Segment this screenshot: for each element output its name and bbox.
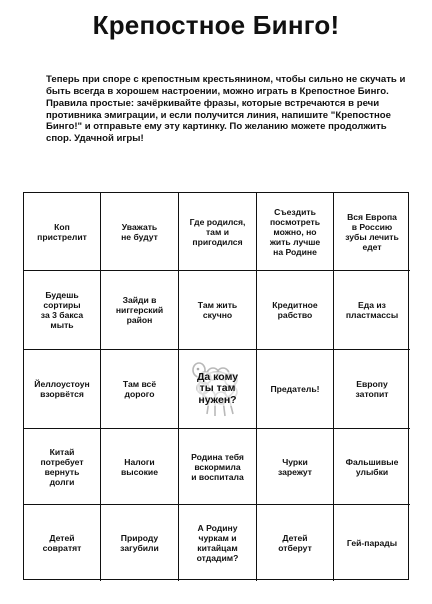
bingo-cell-label: Налоги высокие xyxy=(120,456,158,477)
bingo-cell[interactable] xyxy=(257,271,334,350)
bingo-cell[interactable] xyxy=(24,429,101,505)
bingo-cell[interactable] xyxy=(334,271,410,350)
bingo-cell-label: Природу загубили xyxy=(120,533,159,553)
intro-paragraph-2: Правила простые: зачёркивайте фразы, которые встречаются в речи противника эмиграции, и если получится линия, напишите "Крепостное Бинго!" и отправьте ему эту картинку. По желанию можете продолжить спор. Удачной игры! xyxy=(46,98,391,144)
bingo-cell[interactable] xyxy=(179,429,257,505)
page-title: Крепостное Бинго! xyxy=(92,10,340,40)
bingo-cell[interactable] xyxy=(257,193,334,271)
bingo-free-cell-label: Да кому ты там нужен? xyxy=(196,370,239,406)
bingo-cell[interactable] xyxy=(334,429,410,505)
bingo-cell-label: Фальшивые улыбки xyxy=(345,456,399,477)
bingo-cell[interactable] xyxy=(334,505,410,581)
bingo-cell[interactable] xyxy=(24,193,101,271)
bingo-cell-label: Европу затопит xyxy=(355,379,389,399)
bingo-cell[interactable] xyxy=(24,505,101,581)
bingo-cell[interactable] xyxy=(24,271,101,350)
bingo-cell-label: Предатель! xyxy=(270,384,320,394)
bingo-cell[interactable] xyxy=(179,271,257,350)
bingo-cell-label: Будешь сортиры за 3 бакса мыть xyxy=(40,290,84,330)
intro-paragraph-1: Теперь при споре с крепостным крестьянином, чтобы сильно не скучать и быть всегда в хорошем настроении, можно играть в Крепостное Бинго. xyxy=(46,74,406,97)
bingo-cell[interactable] xyxy=(101,350,179,429)
bingo-cell[interactable] xyxy=(179,193,257,271)
bingo-cell-label: Коп пристрелит xyxy=(37,221,87,242)
bingo-cell[interactable] xyxy=(101,271,179,350)
bingo-cell-label: Где родился, там и пригодился xyxy=(189,216,246,247)
bingo-cell-label: Зайди в ниггерский район xyxy=(115,295,164,325)
bingo-cell[interactable] xyxy=(101,193,179,271)
bingo-grid xyxy=(23,192,409,580)
bingo-cell-label: А Родину чуркам и китайцам отдадим? xyxy=(196,523,239,563)
bingo-cell-label: Китай потребует вернуть долги xyxy=(40,446,84,487)
bingo-cell-label: Съездить посмотреть можно, но жить лучше на Родине xyxy=(269,206,321,257)
bingo-cell-label: Йеллоустоун взорвётся xyxy=(34,379,90,399)
bingo-cell-label: Родина тебя вскормила и воспитала xyxy=(191,451,244,482)
bingo-cell[interactable] xyxy=(257,350,334,429)
bingo-cell[interactable] xyxy=(24,350,101,429)
bingo-cell-label: Детей совратят xyxy=(42,533,82,553)
bingo-cell[interactable] xyxy=(101,505,179,581)
bingo-free-cell[interactable] xyxy=(179,350,257,429)
bingo-cell[interactable] xyxy=(179,505,257,581)
bingo-cell[interactable] xyxy=(101,429,179,505)
bingo-cell[interactable] xyxy=(334,193,410,271)
bingo-cell-label: Детей отберут xyxy=(278,533,312,553)
bingo-cell-label: Гей-парады xyxy=(346,538,398,548)
bingo-cell-label: Уважать не будут xyxy=(121,221,158,242)
bingo-cell-label: Еда из пластмассы xyxy=(345,300,399,320)
bingo-cell-label: Вся Европа в Россию зубы лечить едет xyxy=(345,211,399,252)
bingo-cell[interactable] xyxy=(257,505,334,581)
bingo-cell-label: Там жить скучно xyxy=(197,300,238,320)
bingo-cell[interactable] xyxy=(257,429,334,505)
intro-text xyxy=(46,74,406,146)
bingo-cell-label: Кредитное рабство xyxy=(272,300,318,320)
bingo-cell[interactable] xyxy=(334,350,410,429)
bingo-cell-label: Там всё дорого xyxy=(122,379,157,399)
bingo-cell-label: Чурки зарежут xyxy=(277,456,313,477)
